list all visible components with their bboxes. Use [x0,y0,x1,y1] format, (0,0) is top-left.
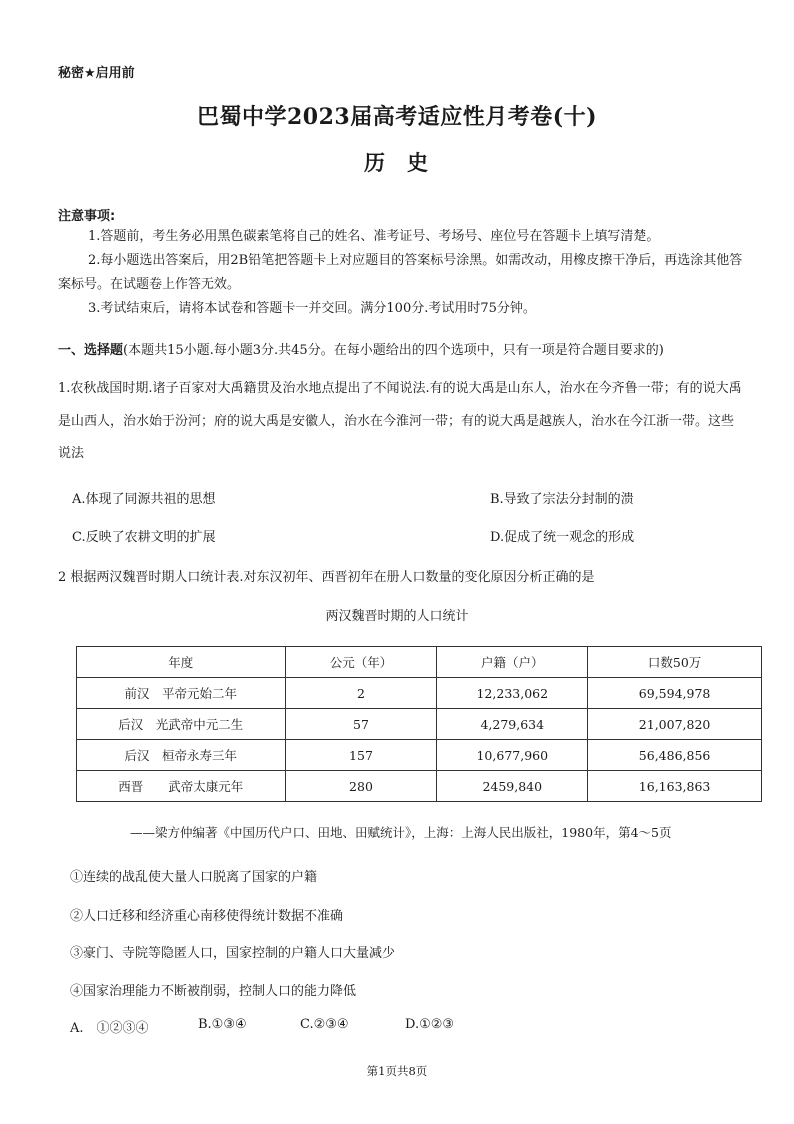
statement-3: ③豪门、寺院等隐匿人口，国家控制的户籍人口大量减少 [70,946,396,961]
year-cell: 57 [285,709,437,740]
reign-cell [77,709,286,740]
subject-title: 历史 [364,150,450,175]
section-heading [58,339,664,358]
q2-option-a: A. ①②③④ [70,1021,149,1036]
table-header-row [77,647,762,678]
reign: 武帝太康元年 [168,779,244,794]
section-label: 一、选择题 [58,343,124,358]
reign-cell [77,740,286,771]
reign-cell [77,678,286,709]
year-cell: 280 [285,771,437,802]
q1-option-c: C.反映了农耕文明的扩展 [72,530,216,545]
statement-2: ②人口迁移和经济重心南移使得统计数据不准确 [70,909,344,924]
households-cell: 2459,840 [437,771,588,802]
q2-option-d: D.①②③ [405,1017,455,1032]
table-row [77,771,762,802]
notice-item: 3.考试结束后，请将本试卷和答题卡一并交回。满分100分.考试用时75分钟。 [88,301,536,316]
confidential-label: 秘密★启用前 [58,66,135,81]
reign: 桓帝永寿三年 [162,748,238,763]
reign: 光武帝中元二生 [155,717,244,732]
q2-option-b: B.①③④ [198,1017,247,1032]
notice-item: 1.答题前，考生务必用黑色碳素笔将自己的姓名、准考证号、考场号、座位号在答题卡上填写清楚。 [88,229,660,244]
dynasty: 西晋 [118,779,144,794]
statement-1: ①连续的战乱使大量人口脱离了国家的户籍 [70,870,318,885]
exam-title: 巴蜀中学2023届高考适应性月考卷(十) [196,104,598,130]
table-row [77,678,762,709]
header-cell: 口数50万 [588,647,762,678]
population-table [76,646,762,802]
population-cell: 16,163,863 [588,771,762,802]
dynasty: 前汉 [124,686,150,701]
q2-option-c: C.②③④ [300,1017,349,1032]
question-1-stem: 1.农秋战国时期.诸子百家对大禹籍贯及治水地点提出了不闻说法.有的说大禹是山东人，治水在今齐鲁一带；有的说大禹是山西人，治水始于汾河；府的说大禹是安徽人，治水在今淮河一带；有的说大禹是越族人，治水在今江浙一带。这些说法 [58,381,742,461]
section-desc: (本题共15小题.每小题3分.共45分。在每小题给出的四个选项中，只有一项是符合题目要求的) [123,343,664,358]
year-cell: 2 [285,678,437,709]
population-cell: 69,594,978 [588,678,762,709]
table-row [77,709,762,740]
question-2-stem: 2 根据两汉魏晋时期人口统计表.对东汉初年、西晋初年在册人口数量的变化原因分析正确的是 [58,570,595,585]
dynasty: 后汉 [118,717,144,732]
page-footer: 第1页共8页 [366,1064,428,1078]
table-row [77,740,762,771]
population-cell: 56,486,856 [588,740,762,771]
notice-heading: 注意事项: [58,209,116,224]
households-cell: 4,279,634 [437,709,588,740]
households-cell: 10,677,960 [437,740,588,771]
q1-option-d: D.促成了统一观念的形成 [490,530,635,545]
statement-4: ④国家治理能力不断被削弱，控制人口的能力降低 [70,984,357,999]
reign-cell [77,771,286,802]
households-cell: 12,233,062 [437,678,588,709]
q1-option-a: A.体现了同源共祖的思想 [72,492,216,507]
table-caption: 两汉魏晋时期的人口统计 [325,609,469,624]
table-source: ——梁方仲编著《中国历代户口、田地、田赋统计》，上海：上海人民出版社，1980年，第4～5页 [130,825,672,840]
header-cell: 年度 [77,647,286,678]
notice-item: 2.每小题选出答案后，用2B铅笔把答题卡上对应题目的答案标号涂黑。如需改动，用橡皮擦干净后，再选涂其他答案标号。在试题卷上作答无效。 [58,253,743,292]
reign: 平帝元始二年 [162,686,238,701]
dynasty: 后汉 [124,748,150,763]
year-cell: 157 [285,740,437,771]
header-cell: 户籍（户） [437,647,588,678]
population-cell: 21,007,820 [588,709,762,740]
q1-option-b: B.导致了宗法分封制的溃 [490,492,634,507]
header-cell: 公元（年） [285,647,437,678]
notice-list [58,225,748,321]
